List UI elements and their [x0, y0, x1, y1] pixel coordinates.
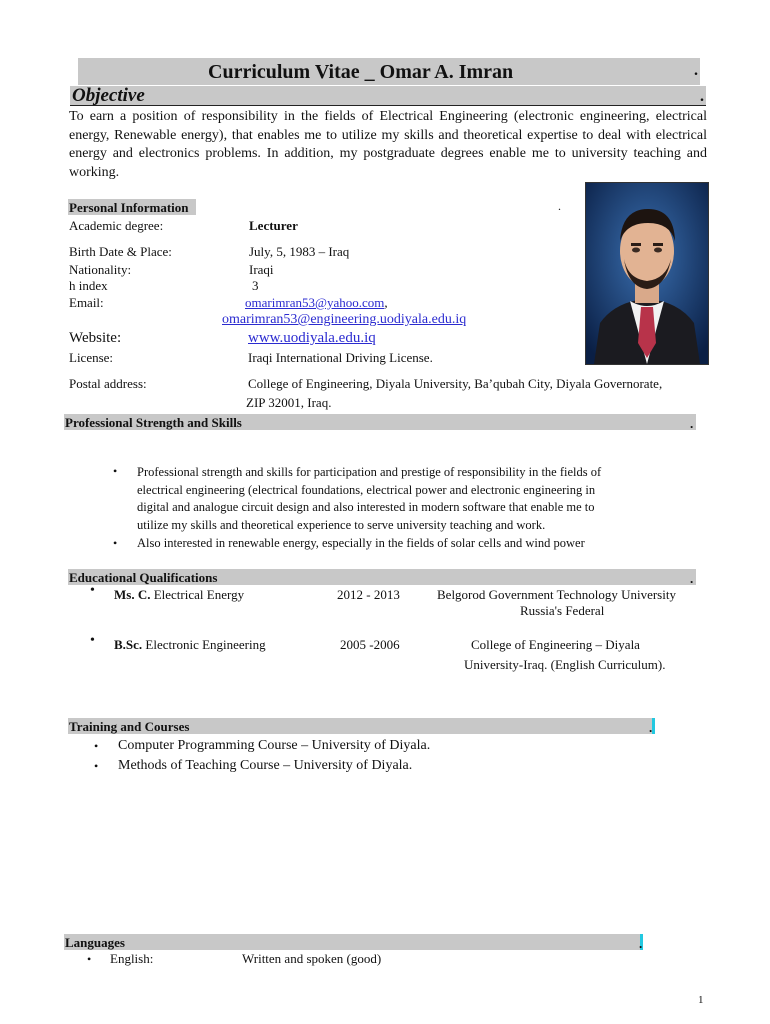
- email-label: Email:: [69, 295, 104, 310]
- education-row-2-institution-1: College of Engineering – Diyala: [471, 637, 640, 652]
- email-line-1: [245, 295, 388, 311]
- skills-item-1: [137, 464, 601, 535]
- skills-item-2: Also interested in renewable energy, especially in the fields of solar cells and wind power: [137, 536, 585, 550]
- education-row-1-field: Electrical Energy: [150, 587, 245, 602]
- education-row-2-degree: [114, 637, 266, 653]
- education-row-2-field: Electronic Engineering: [142, 637, 266, 652]
- email-link-1[interactable]: omarimran53@yahoo.com: [245, 295, 385, 310]
- nationality-value: Iraqi: [249, 262, 274, 277]
- skills-item-1-line-1: Professional strength and skills for participation and prestige of responsibility in the fields of: [137, 465, 602, 479]
- personal-dot: .: [558, 199, 561, 213]
- language-item-1-name: English:: [110, 951, 154, 966]
- title-dot: .: [694, 62, 698, 79]
- skills-dot: .: [690, 416, 694, 431]
- education-row-2-degree-title: B.Sc.: [114, 637, 143, 652]
- license-value: Iraqi International Driving License.: [248, 350, 433, 365]
- training-item-2-bullet: •: [94, 759, 99, 773]
- birth-value: July, 5, 1983 – Iraq: [249, 244, 350, 259]
- training-item-1: Computer Programming Course – University of Diyala.: [118, 738, 431, 753]
- academic-label: Academic degree:: [69, 218, 164, 233]
- email-link-2[interactable]: omarimran53@engineering.uodiyala.edu.iq: [222, 312, 467, 327]
- training-item-1-bullet: •: [94, 739, 99, 753]
- personal-heading: Personal Information: [69, 200, 189, 215]
- portrait-illustration: [586, 183, 708, 364]
- education-row-1-bullet: •: [90, 583, 95, 598]
- nationality-label: Nationality:: [69, 262, 132, 277]
- objective-dot: .: [700, 88, 704, 105]
- training-heading: Training and Courses: [69, 719, 190, 734]
- birth-label: Birth Date & Place:: [69, 244, 172, 259]
- education-row-1-institution-2: Russia's Federal: [520, 603, 605, 618]
- objective-heading: Objective: [72, 85, 145, 106]
- skills-item-2-bullet: •: [113, 536, 118, 550]
- postal-label: Postal address:: [69, 376, 147, 391]
- training-dot: .: [649, 720, 653, 735]
- website-link[interactable]: www.uodiyala.edu.iq: [248, 330, 376, 346]
- skills-heading: Professional Strength and Skills: [65, 415, 242, 430]
- education-row-1-institution-1: Belgorod Government Technology University: [437, 587, 676, 602]
- hindex-label: h index: [69, 278, 108, 293]
- page-number: 1: [698, 994, 704, 1006]
- education-row-1-years: 2012 - 2013: [337, 587, 400, 602]
- skills-item-1-line-3: digital and analogue circuit design and also interested in modern software that enable me to: [137, 500, 595, 515]
- education-row-2-years: 2005 -2006: [340, 637, 400, 652]
- languages-heading-bar: [64, 934, 643, 951]
- academic-value: Lecturer: [249, 218, 298, 233]
- languages-dot: .: [639, 936, 643, 951]
- skills-item-1-line-2: electrical engineering (electrical foundations, electrical power and electronic engineering in: [137, 482, 596, 497]
- objective-text: To earn a position of responsibility in the fields of Electrical Engineering (electronic engineering, electrical energy, Renewable energy), that enables me to utilize my skills and theoretical expertise to deal with electrical energy and electronics problems. In addition, my postgraduate degrees enable me to university teaching and working.: [69, 109, 707, 180]
- education-dot: .: [690, 571, 694, 586]
- objective-bar: [70, 86, 706, 106]
- email-comma: ,: [384, 295, 388, 310]
- language-item-1-level: Written and spoken (good): [242, 951, 382, 966]
- training-marker: [652, 718, 655, 734]
- education-row-2-institution-2: University-Iraq. (English Curriculum).: [464, 657, 666, 672]
- skills-item-1-bullet: •: [113, 464, 118, 478]
- license-label: License:: [69, 350, 114, 365]
- skills-item-1-line-4: utilize my skills and theoretical experience to serve university teaching and work.: [137, 518, 546, 533]
- education-heading: Educational Qualifications: [69, 570, 218, 585]
- website-label: Website:: [69, 330, 122, 346]
- education-row-1-degree: [114, 587, 244, 603]
- postal-line-1: College of Engineering, Diyala University, Ba’qubah City, Diyala Governorate,: [248, 376, 663, 391]
- language-item-1-bullet: •: [87, 952, 92, 966]
- hindex-value: 3: [252, 278, 259, 293]
- page-title: Curriculum Vitae _ Omar A. Imran: [208, 61, 514, 83]
- objective-underline: [70, 105, 706, 106]
- languages-heading: Languages: [65, 935, 125, 950]
- postal-line-2: ZIP 32001, Iraq.: [246, 395, 332, 410]
- education-row-1-degree-title: Ms. C.: [114, 587, 151, 602]
- profile-photo: [585, 182, 709, 365]
- training-item-2: Methods of Teaching Course – University of Diyala.: [118, 758, 413, 773]
- education-row-2-bullet: •: [90, 633, 95, 648]
